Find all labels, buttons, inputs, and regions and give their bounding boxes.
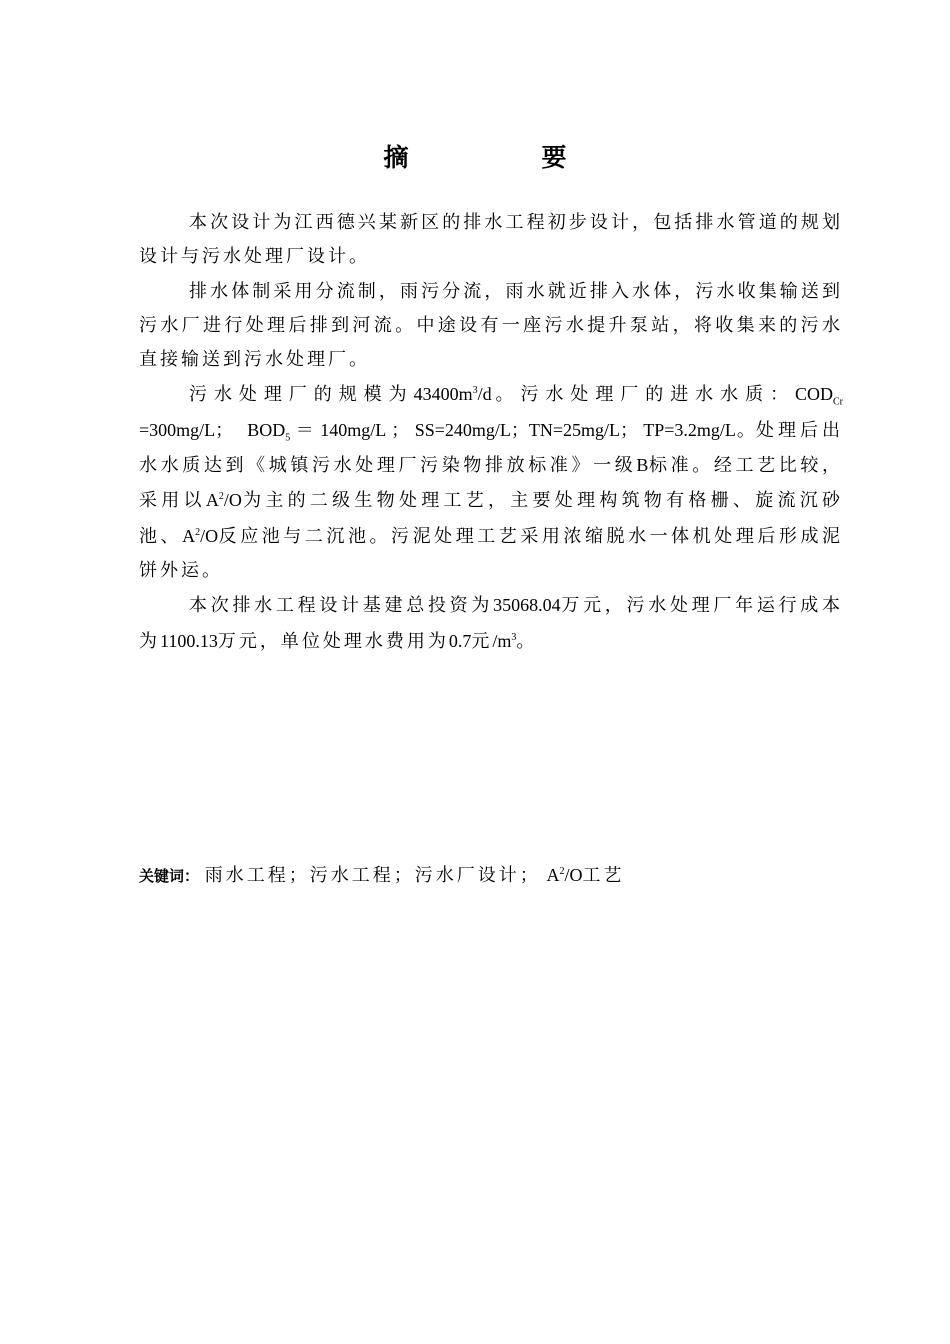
bod-value: $BOD_5 = 140mg/L$ ； [247, 419, 410, 444]
paragraph-investment [139, 588, 843, 659]
text-span: 反应池与二沉池。污泥处理工艺采用浓缩脱水一体机处理后形成泥饼外运。 [139, 525, 844, 581]
keywords-list: 雨水工程；污水工程；污水厂设计； [204, 865, 541, 886]
unit-cost-value: 0.7 [448, 630, 472, 651]
paragraph-design-scope: 本次设计为江西德兴某新区的排水工程初步设计，包括排水管道的规划设计与污水处理厂设计。 [139, 212, 843, 268]
text-span: 本次排水工程设计基建总投资为 [189, 595, 494, 617]
text-span: 万元，单位处理水费用为 [217, 630, 449, 652]
text-span: 污水处理厂的规模为 [189, 384, 414, 406]
text-span: 。 [516, 630, 538, 652]
a2o-process: $A^2/O$ [182, 525, 219, 546]
paragraph-drainage-system: 排水体制采用分流制，雨污分流，雨水就近排入水体，污水收集输送到污水厂进行处理后排到河流。中途设有一座污水提升泵站，将收集来的污水直接输送到污水处理厂。 [139, 280, 843, 371]
keyword-tail: 工艺 [582, 865, 625, 886]
text-span: 元 [471, 630, 493, 652]
ss-value: SS=240mg/L； [409, 419, 529, 440]
keyword-a2o: $A^2/O$ [546, 865, 583, 885]
text-span: 。污水处理厂的进水水质： [491, 384, 795, 406]
unit-cost-unit: $/m^3$ [492, 630, 517, 651]
tp-value: TP=3.2mg/L。 [638, 419, 756, 440]
abstract-title: 摘 要 [383, 143, 621, 172]
text-span: 处理后出水水质达到《城镇污水处理厂污染物排放标准》一级 [139, 419, 844, 477]
a2o-process: $A^2/O$ [205, 490, 242, 511]
cod-value: $COD_{Cr} =300mg/L$； [139, 384, 844, 440]
operating-cost-value: 1100.13 [160, 630, 218, 651]
grade-letter: B [636, 455, 649, 476]
paragraph-treatment-plant [139, 377, 843, 588]
investment-value: 35068.04 [493, 595, 561, 616]
text-span: 万元，污水处理厂年运行成本为 [139, 595, 844, 652]
keywords-label: 关键词： [139, 867, 200, 885]
plant-scale: $43400m^3/d$ [413, 384, 492, 405]
text-span: 为主的二级生物处理工艺，主要处理构筑物有格栅、旋流沉砂池、 [139, 490, 844, 547]
text-span: 标准。经工艺比较，采用以 [139, 455, 844, 512]
tn-value: TN=25mg/L； [528, 419, 639, 440]
keywords-block [139, 858, 843, 893]
abstract-body [139, 206, 843, 659]
